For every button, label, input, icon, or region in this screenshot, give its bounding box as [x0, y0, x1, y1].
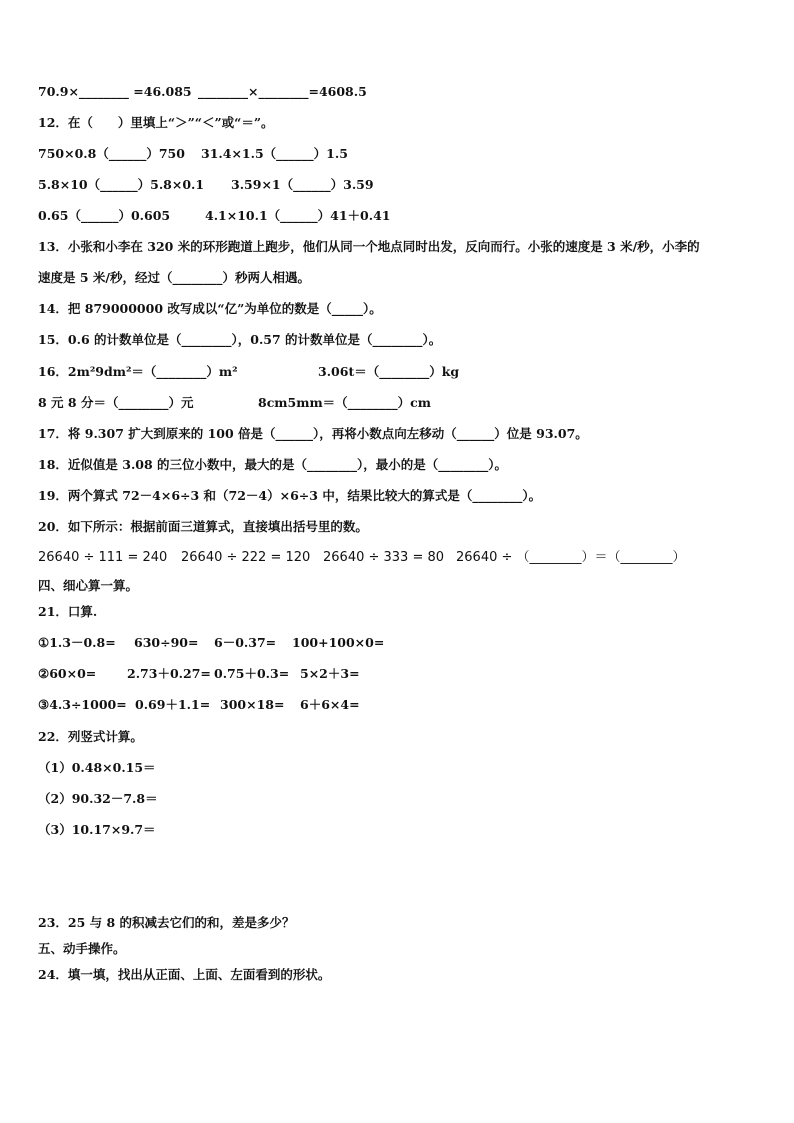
conversion-item: 16．2m²9dm²＝（________）m² — [38, 364, 238, 379]
compare-item: 750×0.8（______）750 — [38, 146, 185, 161]
section-5-heading: 五、动手操作。 — [38, 941, 126, 956]
conversion-item: 3.06t＝（________）kg — [318, 364, 460, 379]
vertical-calc-1: （1）0.48×0.15＝ — [38, 760, 156, 775]
mental-math-item: 2.73＋0.27= — [127, 666, 211, 681]
conversion-item: 8cm5mm＝（________）cm — [258, 395, 432, 410]
question-18: 18．近似值是 3.08 的三位小数中，最大的是（________），最小的是（________）。 — [38, 457, 508, 472]
division-equation: 26640 ÷ 222 = 120 — [181, 550, 311, 565]
blank-equation-2: ________×________=4608.5 — [198, 84, 367, 99]
question-20: 20．如下所示：根据前面三道算式，直接填出括号里的数。 — [38, 519, 368, 534]
mental-math-item: ②60×0= — [38, 666, 97, 681]
mental-math-item: 300×18= — [220, 697, 285, 712]
question-24: 24．填一填，找出从正面、上面、左面看到的形状。 — [38, 967, 331, 982]
compare-item: 31.4×1.5（______）1.5 — [201, 146, 348, 161]
mental-math-item: ①1.3－0.8= — [38, 635, 116, 650]
mental-math-item: ③4.3÷1000= — [38, 697, 127, 712]
mental-math-item: 6－0.37= — [214, 635, 277, 650]
question-19: 19．两个算式 72－4×6÷3 和（72－4）×6÷3 中，结果比较大的算式是（________）。 — [38, 488, 542, 503]
compare-item: 5.8×10（______）5.8×0.1 — [38, 177, 205, 192]
blank-equation-1: 70.9×________ =46.085 — [38, 84, 192, 99]
mental-math-item: 0.69＋1.1= — [135, 697, 211, 712]
question-13-line-2: 速度是 5 米/秒，经过（________）秒两人相遇。 — [38, 270, 310, 285]
question-14: 14．把 879000000 改写成以“亿”为单位的数是（_____）。 — [38, 301, 382, 316]
mental-math-item: 630÷90= — [134, 635, 199, 650]
section-4-heading: 四、细心算一算。 — [38, 578, 139, 593]
question-21: 21．口算. — [38, 604, 98, 619]
compare-item: 0.65（______）0.605 — [38, 208, 171, 223]
question-13-line-1: 13．小张和小李在 320 米的环形跑道上跑步，他们从同一个地点同时出发，反向而行。小张的速度是 3 米/秒，小李的 — [38, 239, 700, 254]
question-15: 15．0.6 的计数单位是（________），0.57 的计数单位是（________）。 — [38, 332, 442, 347]
division-equation: 26640 ÷ 111 = 240 — [38, 550, 168, 565]
vertical-calc-3: （3）10.17×9.7＝ — [38, 822, 156, 837]
question-12: 12．在（ ）里填上“＞”“＜”或“＝”。 — [38, 115, 274, 130]
division-equation: 26640 ÷ 333 = 80 — [323, 550, 445, 565]
question-22: 22．列竖式计算。 — [38, 729, 143, 744]
mental-math-item: 100+100×0= — [292, 635, 385, 650]
conversion-item: 8 元 8 分＝（________）元 — [38, 395, 194, 410]
vertical-calc-2: （2）90.32－7.8＝ — [38, 791, 158, 806]
division-equation-blank: 26640 ÷ （________）＝（________） — [456, 550, 686, 565]
question-17: 17．将 9.307 扩大到原来的 100 倍是（______），再将小数点向左移动（______）位是 93.07。 — [38, 426, 588, 441]
compare-item: 3.59×1（______）3.59 — [231, 177, 374, 192]
compare-item: 4.1×10.1（______）41＋0.41 — [205, 208, 391, 223]
question-23: 23．25 与 8 的积减去它们的和，差是多少？ — [38, 915, 295, 930]
mental-math-item: 6＋6×4= — [300, 697, 360, 712]
mental-math-item: 0.75＋0.3= — [214, 666, 290, 681]
mental-math-item: 5×2＋3= — [300, 666, 360, 681]
